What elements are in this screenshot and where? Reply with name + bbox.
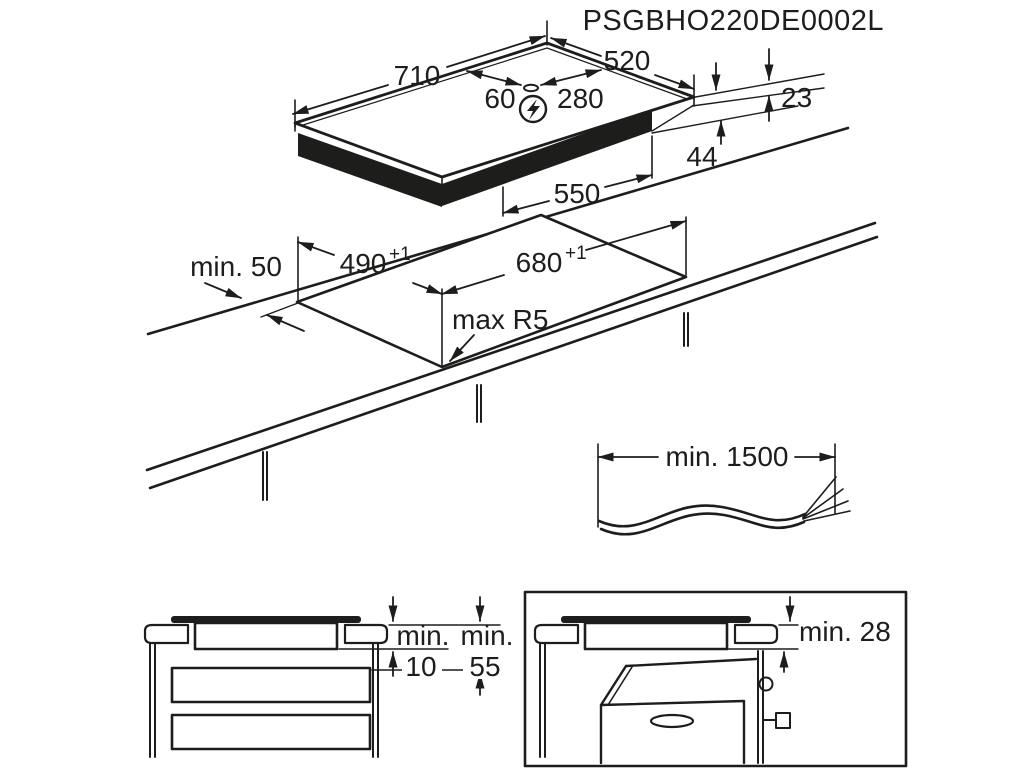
dim-body-width: 550 [553, 178, 601, 209]
dim-cable-offset-small: 60 [484, 83, 516, 114]
dim-hob-width: 710 [393, 60, 441, 91]
dim-oven-clearance: min. 28 [799, 616, 891, 647]
dim-cutout-width: 680 [515, 247, 563, 278]
worktop-left-profile [145, 625, 188, 643]
dim-hob-clearance-line2: 10 [405, 651, 437, 682]
worktop-left-profile-2 [535, 625, 578, 643]
cabinet-walls [150, 643, 378, 757]
dim-cable-offset-large: 280 [557, 83, 604, 114]
side-fitting [776, 713, 790, 728]
hob-body-profile [195, 623, 337, 649]
drawer-top [172, 668, 370, 702]
dim-corner-radius: max R5 [452, 304, 549, 335]
dim-cable-length: min. 1500 [665, 441, 789, 472]
mains-cable-view [598, 441, 850, 534]
dim-cutout-width-tolerance: +1 [565, 243, 587, 264]
hob-perspective-view [293, 21, 824, 216]
worktop-right-profile [345, 625, 387, 643]
cable-icon [599, 477, 850, 534]
dim-hob-depth: 520 [603, 45, 651, 76]
dim-cutout-depth-tolerance: +1 [389, 244, 411, 265]
dim-hob-clearance-line1: min. [396, 620, 450, 651]
dim-back-clearance: min. 50 [190, 251, 282, 282]
worktop-right-profile-2 [735, 625, 777, 643]
side-knob [760, 678, 773, 691]
dim-height-above: 23 [781, 82, 813, 113]
dim-height-below: 44 [686, 141, 718, 172]
oven-handle [651, 715, 693, 727]
cabinet-wall-left-2 [540, 643, 545, 757]
drawing-code: PSGBHO220DE0002L [582, 5, 884, 37]
hob-body-profile-2 [585, 623, 727, 649]
dim-worktop-clearance-line1: min. [460, 620, 514, 651]
side-view-drawers [145, 597, 513, 757]
dim-worktop-clearance-line2: 55 [469, 651, 501, 682]
oven-profile [601, 659, 756, 763]
side-view-oven [525, 592, 906, 766]
drawer-bottom [172, 715, 370, 749]
dim-cutout-depth: 490 [339, 248, 387, 279]
cabinet-wall-right-2 [758, 651, 763, 763]
